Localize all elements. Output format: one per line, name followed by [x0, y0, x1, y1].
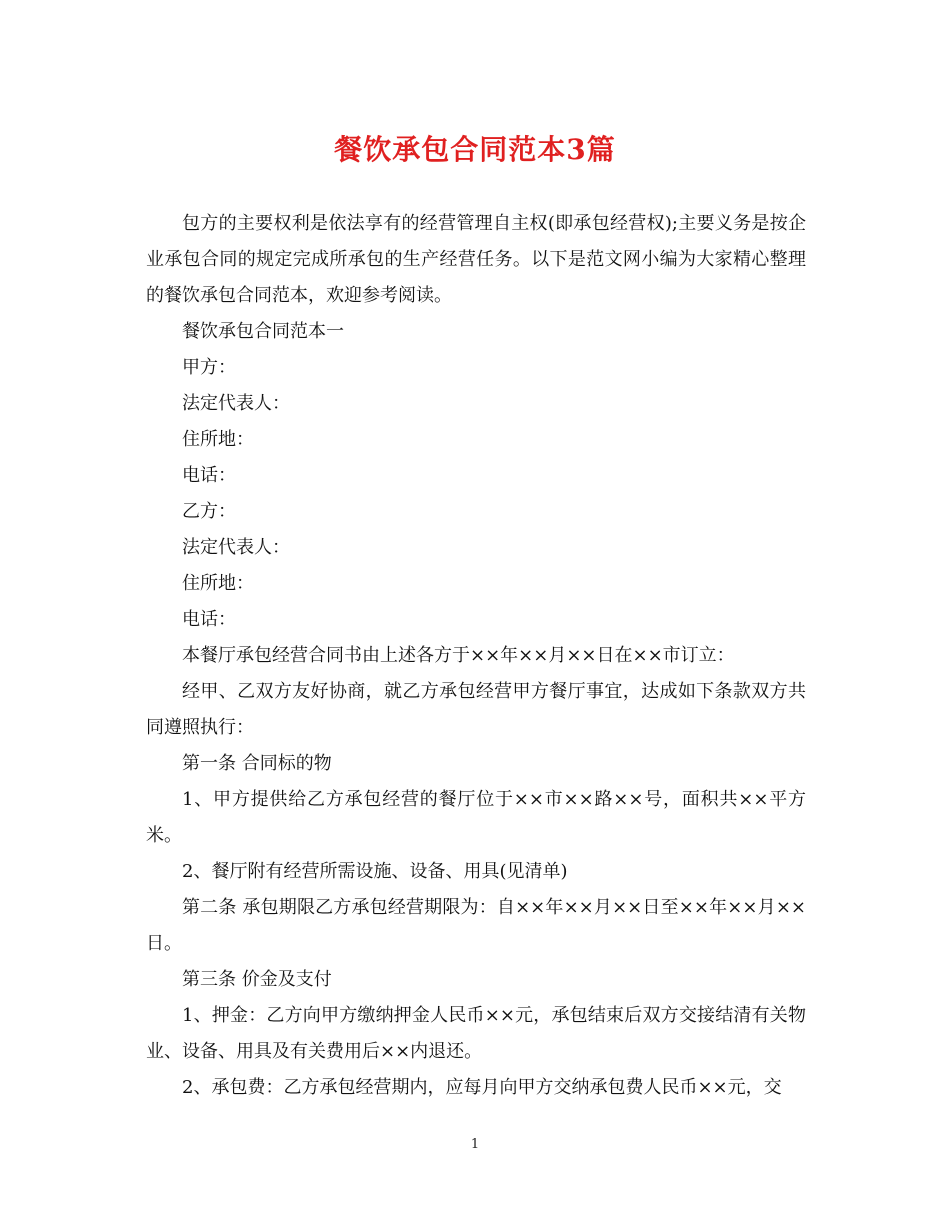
party-a-address-label: 住所地： — [182, 429, 254, 450]
article-3-heading: 第三条 价金及支付 — [182, 969, 332, 990]
page-number: 1 — [470, 1137, 480, 1152]
article-1-item-2: 2、餐厅附有经营所需设施、设备、用具(见清单) — [182, 861, 568, 882]
article-3-item-1: 1、押金：乙方向甲方缴纳押金人民币××元，承包结束后双方交接结清有关物业、设备、用具及有关费用后××内退还。 — [146, 1005, 806, 1062]
party-b-phone-label: 电话： — [182, 609, 236, 630]
article-3-item-2: 2、承包费：乙方承包经营期内，应每月向甲方交纳承包费人民币××元，交 — [182, 1077, 782, 1098]
party-b-representative-label: 法定代表人： — [182, 537, 290, 558]
document-body — [146, 206, 806, 1106]
document-title: 餐饮承包合同范本3篇 — [334, 133, 616, 166]
article-1-item-1: 1、甲方提供给乙方承包经营的餐厅位于××市××路××号，面积共××平方米。 — [146, 789, 806, 846]
party-b-label: 乙方： — [182, 501, 236, 522]
party-a-representative-label: 法定代表人： — [182, 393, 290, 414]
party-a-label: 甲方： — [182, 357, 236, 378]
agreement-paragraph: 经甲、乙双方友好协商，就乙方承包经营甲方餐厅事宜，达成如下条款双方共同遵照执行： — [146, 681, 806, 738]
article-2-paragraph: 第二条 承包期限乙方承包经营期限为：自××年××月××日至××年××月××日。 — [146, 897, 806, 954]
intro-paragraph: 包方的主要权利是依法享有的经营管理自主权(即承包经营权);主要义务是按企业承包合同的规定完成所承包的生产经营任务。以下是范文网小编为大家精心整理的餐饮承包合同范本，欢迎参考阅读。 — [146, 213, 806, 306]
contract-statement: 本餐厅承包经营合同书由上述各方于××年××月××日在××市订立： — [182, 645, 735, 666]
article-1-heading: 第一条 合同标的物 — [182, 753, 332, 774]
party-b-address-label: 住所地： — [182, 573, 254, 594]
party-a-phone-label: 电话： — [182, 465, 236, 486]
section-heading: 餐饮承包合同范本一 — [182, 321, 344, 342]
